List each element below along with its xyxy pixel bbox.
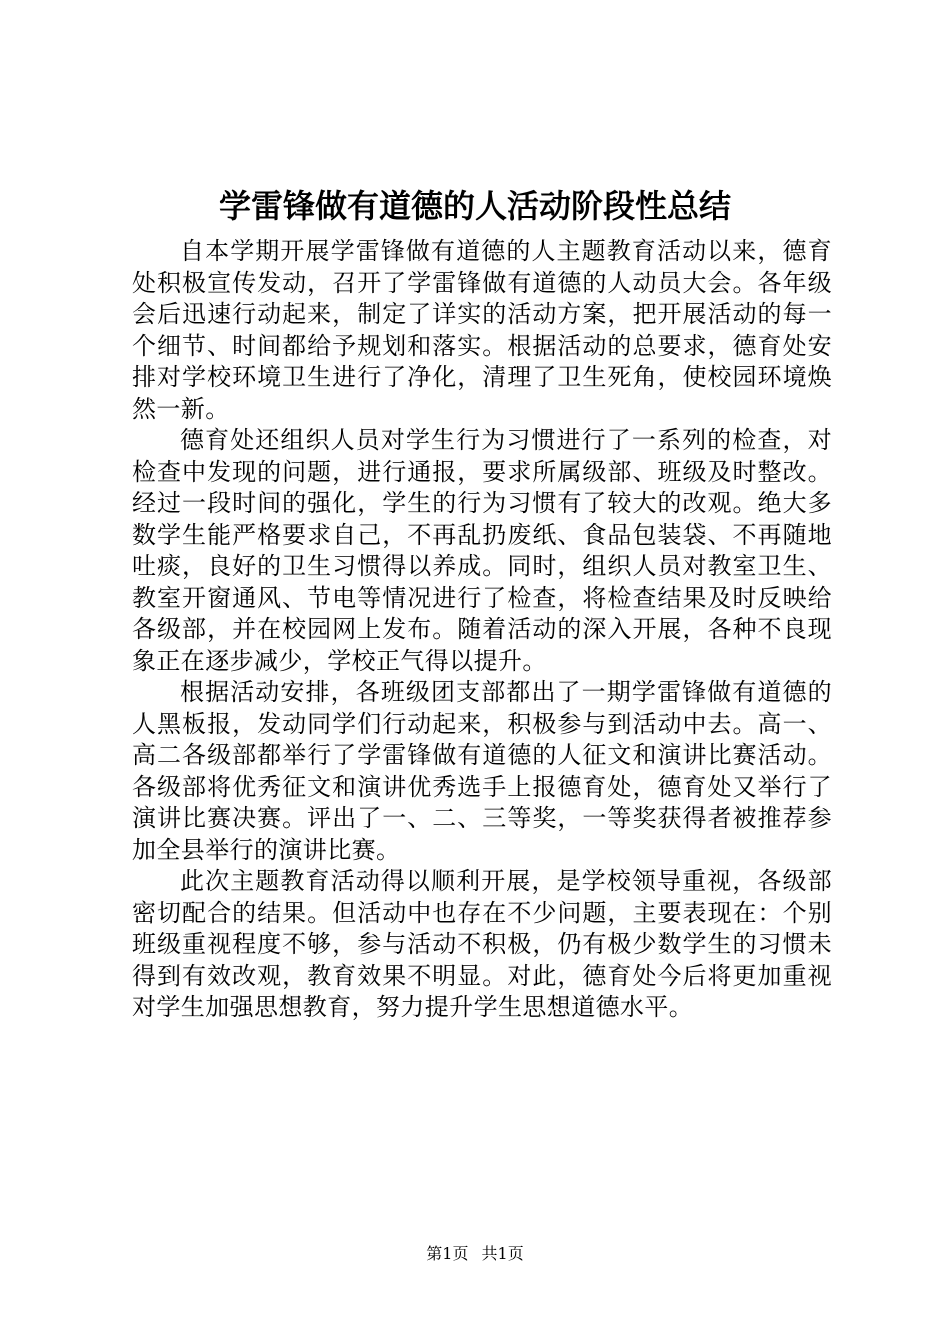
page-number-total: 共1页 bbox=[481, 1244, 524, 1263]
page-footer bbox=[0, 1243, 950, 1265]
page-number-current: 第1页 bbox=[426, 1244, 469, 1263]
paragraph-1: 自本学期开展学雷锋做有道德的人主题教育活动以来，德育处积极宣传发动，召开了学雷锋做有道德的人动员大会。各年级会后迅速行动起来，制定了详实的活动方案，把开展活动的每一个细节、时间都给予规划和落实。根据活动的总要求，德育处安排对学校环境卫生进行了净化，清理了卫生死角，使校园环境焕然一新。 bbox=[132, 237, 832, 423]
paragraph-2: 德育处还组织人员对学生行为习惯进行了一系列的检查，对检查中发现的问题，进行通报，要求所属级部、班级及时整改。经过一段时间的强化，学生的行为习惯有了较大的改观。绝大多数学生能严格要求自己，不再乱扔废纸、食品包装袋、不再随地吐痰，良好的卫生习惯得以养成。同时，组织人员对教室卫生、教室开窗通风、节电等情况进行了检查，将检查结果及时反映给各级部，并在校园网上发布。随着活动的深入开展，各种不良现象正在逐步减少，学校正气得以提升。 bbox=[132, 426, 832, 675]
paragraph-4: 此次主题教育活动得以顺利开展，是学校领导重视，各级部密切配合的结果。但活动中也存在不少问题，主要表现在：个别班级重视程度不够，参与活动不积极，仍有极少数学生的习惯未得到有效改观，教育效果不明显。对此，德育处今后将更加重视对学生加强思想教育，努力提升学生思想道德水平。 bbox=[132, 867, 832, 1021]
document-body bbox=[132, 236, 832, 1024]
paragraph-3: 根据活动安排，各班级团支部都出了一期学雷锋做有道德的人黑板报，发动同学们行动起来，积极参与到活动中去。高一、高二各级部都举行了学雷锋做有道德的人征文和演讲比赛活动。各级部将优秀征文和演讲优秀选手上报德育处，德育处又举行了演讲比赛决赛。评出了一、二、三等奖，一等奖获得者被推荐参加全县举行的演讲比赛。 bbox=[132, 678, 832, 864]
document-title: 学雷锋做有道德的人活动阶段性总结 bbox=[218, 187, 731, 225]
